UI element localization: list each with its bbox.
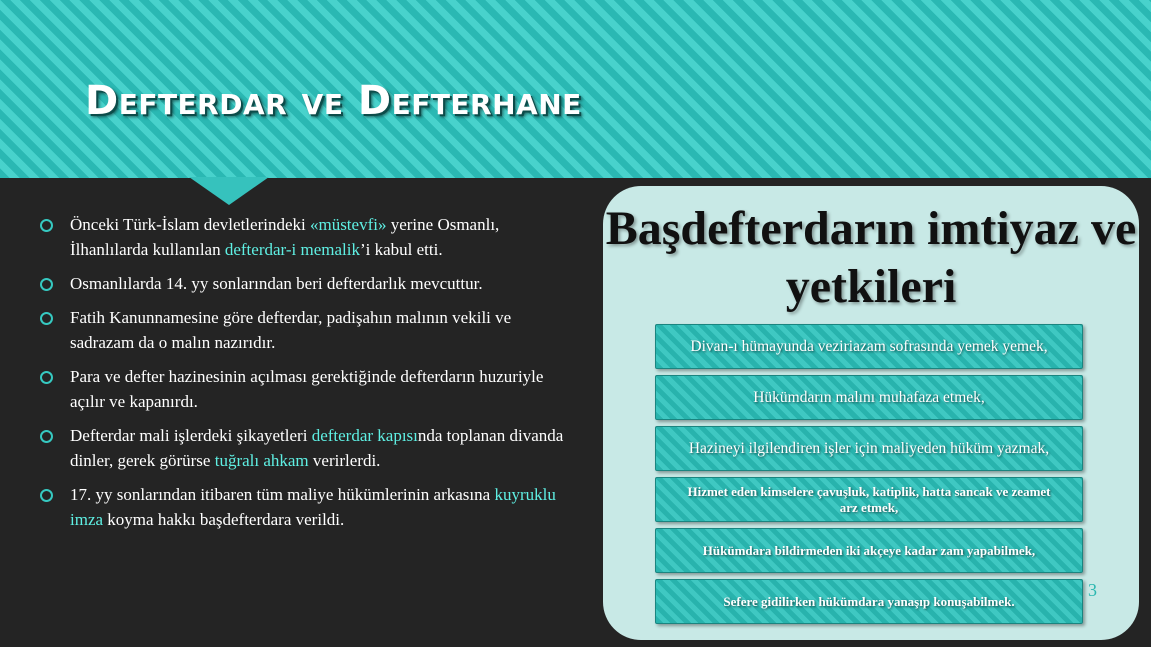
circle-bullet-icon [40,489,53,502]
bullet-item [38,423,578,473]
bullet-text: nda toplanan divanda dinler, gerek görürse [70,426,564,470]
bullet-list [38,212,578,541]
highlighted-term: tuğralı ahkam [214,451,309,470]
bullet-text: Fatih Kanunnamesine göre defterdar, padişahın malının vekili ve sadrazam da o malın nazırıdır. [70,308,512,352]
bullet-text: 17. yy sonlarından itibaren tüm maliye hükümlerinin arkasına [70,485,495,504]
highlighted-term: kuyruklu imza [70,485,556,529]
bullet-text: Osmanlılarda 14. yy sonlarından beri defterdarlık mevcuttur. [70,274,483,293]
privilege-item: Hazineyi ilgilendiren işler için maliyeden hüküm yazmak, [655,426,1083,471]
privilege-item: Divan-ı hümayunda veziriazam sofrasında yemek yemek, [655,324,1083,369]
highlighted-term: defterdar-i memalik [224,240,360,259]
slide-title: Defterdar ve Defterhane [85,78,582,124]
highlighted-term: «müstevfi» [309,215,387,234]
bullet-item [38,212,578,262]
privilege-item: Sefere gidilirken hükümdara yanaşıp konuşabilmek. [655,579,1083,624]
bullet-text: Para ve defter hazinesinin açılması gerektiğinde defterdarın huzuriyle açılır ve kapanırdı. [70,367,544,411]
circle-bullet-icon [40,430,53,443]
circle-bullet-icon [40,371,53,384]
privileges-list [655,324,1083,630]
circle-bullet-icon [40,278,53,291]
bullet-item [38,271,578,296]
highlighted-term: defterdar kapısı [311,426,418,445]
bullet-item [38,364,578,414]
bullet-text: Önceki Türk-İslam devletlerindeki [70,215,310,234]
header-notch-arrow [189,177,269,205]
page-number: 3 [1088,580,1097,600]
bullet-text: yerine Osmanlı, İlhanlılarda kullanılan [70,215,500,259]
bullet-text: Defterdar mali işlerdeki şikayetleri [70,426,312,445]
privilege-item: Hizmet eden kimselere çavuşluk, katiplik, hatta sancak ve zeamet arz etmek, [655,477,1083,522]
privilege-item: Hükümdara bildirmeden iki akçeye kadar zam yapabilmek, [655,528,1083,573]
bullet-text: koyma hakkı başdefterdara verildi. [103,510,345,529]
bullet-item [38,305,578,355]
bullet-text: verirlerdi. [308,451,381,470]
panel-title: Başdefterdarın imtiyaz ve yetkileri [605,202,1137,313]
circle-bullet-icon [40,219,53,232]
circle-bullet-icon [40,312,53,325]
privileges-panel [603,186,1139,640]
bullet-text: ’i kabul etti. [359,240,443,259]
privilege-item: Hükümdarın malını muhafaza etmek, [655,375,1083,420]
bullet-item [38,482,578,532]
